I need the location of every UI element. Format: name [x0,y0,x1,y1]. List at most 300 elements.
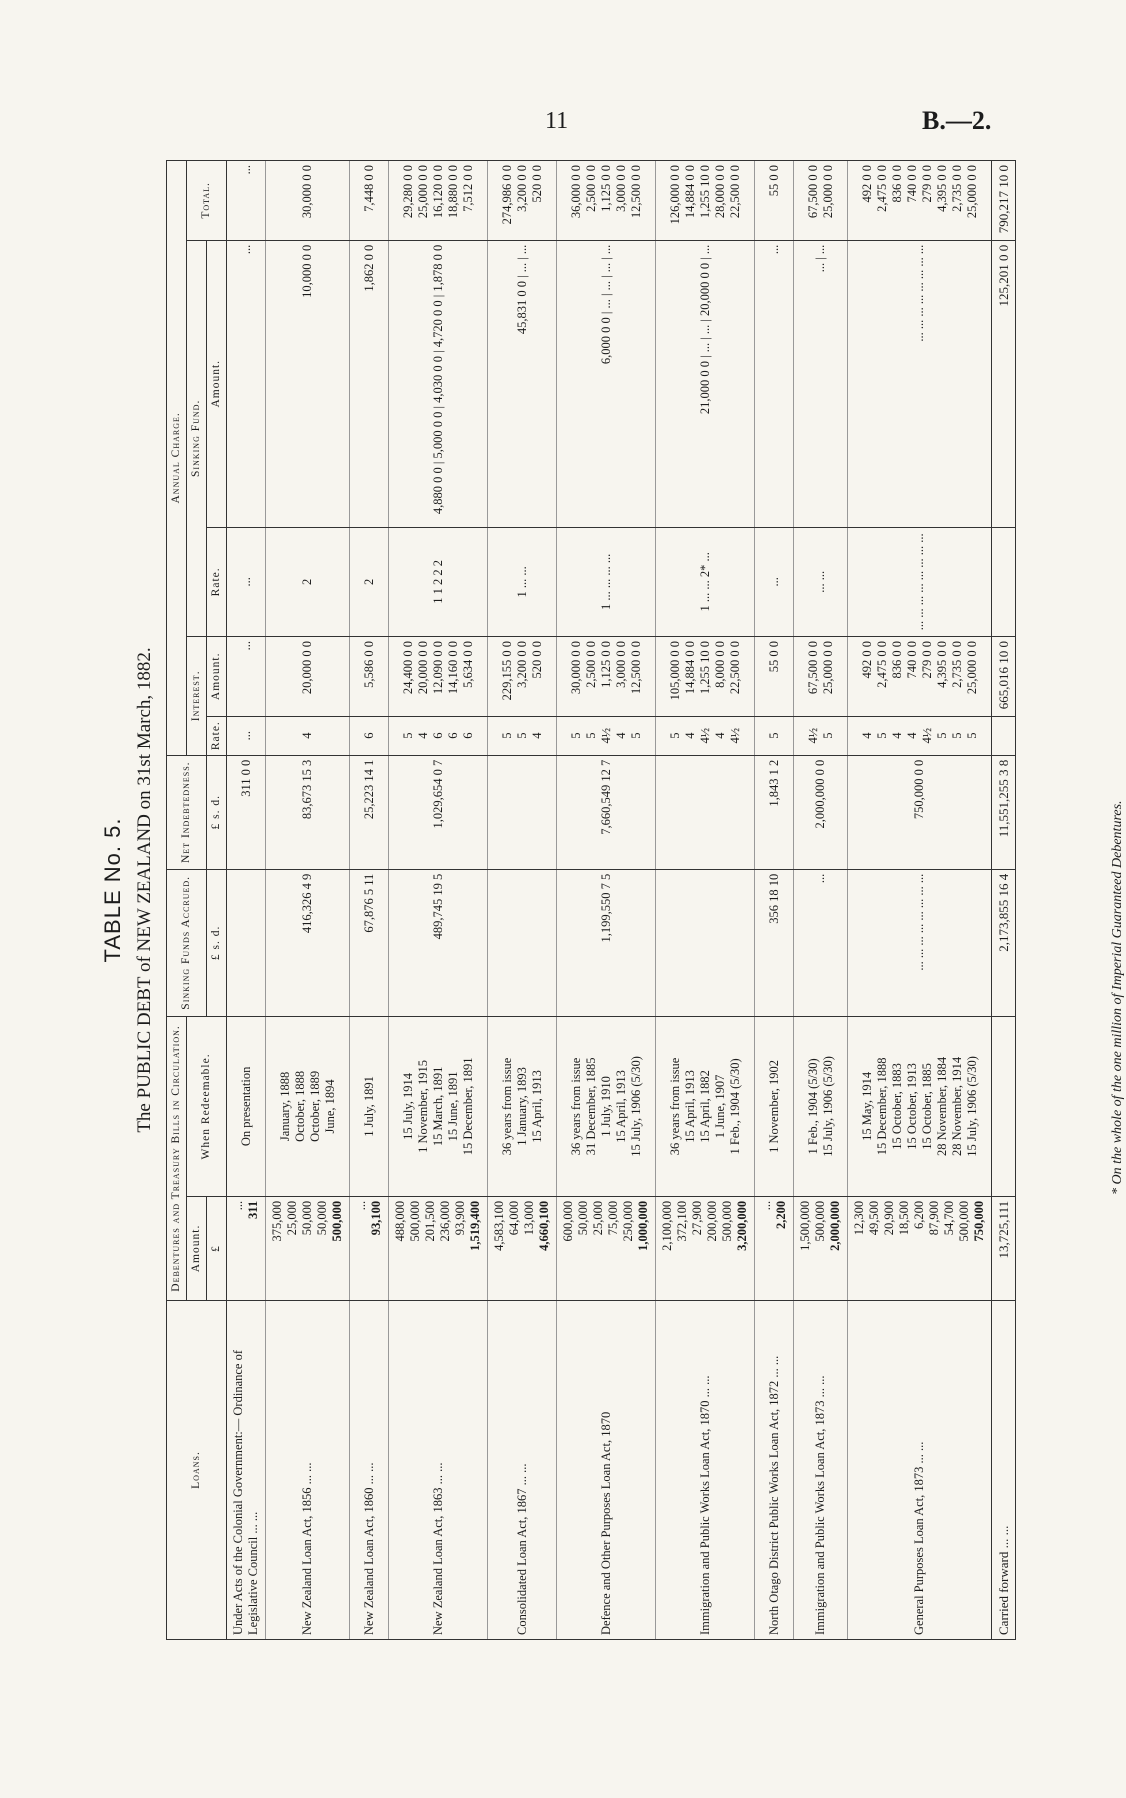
annual-total [389,161,488,241]
interest-rates-line: 5 [583,732,598,739]
interest-amounts-line: 492 0 0 [859,640,874,679]
interest-rates-line: 4½ [805,727,820,744]
annual-total-line: 30,000 0 0 [300,165,314,219]
net-indebtedness: 25,223 14 1 [350,755,389,869]
header-interest-amount: Amount. [207,636,227,716]
amount-subtotal: 3,200,000 [735,1200,749,1251]
loan-name: Immigration and Public Works Loan Act, 1873 ... ... [794,1301,848,1640]
annual-total-line: 4,395 0 0 [934,165,949,212]
interest-amounts-line: 14,160 0 0 [445,640,460,695]
redeemable-dates-line: 15 April, 1913 [613,1070,628,1143]
amounts-line: 250,000 [621,1200,635,1242]
sinking-fund-amount: 45,831 0 0 | ... | ... [488,240,557,527]
interest-amounts-line: 2,735 0 0 [949,640,964,688]
annual-total-line: 25,000 0 0 [415,165,430,219]
redeemable-dates [794,1016,848,1196]
interest-amounts-line: 25,000 0 0 [964,640,979,695]
amounts-line: ... [759,1200,773,1211]
amounts-line: 2,100,000 [660,1200,674,1251]
interest-rates [266,716,350,755]
redeemable-dates-line: 15 June, 1891 [445,1071,460,1142]
annual-total [656,161,755,241]
sinking-fund-rate: ... ... ... ... ... ... ... ... [848,527,992,636]
redeemable-dates-line: 1 November, 1902 [766,1059,781,1153]
annual-total-line: 3,200 0 0 [514,165,529,212]
annual-total [848,161,992,241]
amount-subtotal: 500,000 [330,1200,344,1242]
header-sinking-funds: Sinking Funds Accrued. [167,869,207,1016]
amounts-line: 13,000 [522,1200,536,1236]
amount-subtotal: 1,519,400 [468,1200,482,1251]
interest-rates-line: 5 [874,732,889,739]
annual-total-line: 1,255 10 0 [697,165,712,219]
sinking-fund-amount: 4,880 0 0 | 5,000 0 0 | 4,030 0 0 | 4,720 0 0 | 1,878 0 0 [389,240,488,527]
carried-forward-sf-amount: 125,201 0 0 [992,240,1016,527]
table-row [557,161,656,1640]
unit-pound: £ [207,1196,227,1300]
interest-rates-line: 5 [766,732,781,739]
interest-amounts [656,636,755,716]
sinking-fund-amount: ... [755,240,794,527]
page-number: 11 [545,108,569,134]
interest-amounts-line: 8,000 0 0 [712,640,727,688]
redeemable-dates [488,1016,557,1196]
header-interest: Interest. [187,636,207,755]
loan-name: General Purposes Loan Act, 1873 ... ... [848,1301,992,1640]
header-debentures: Debentures and Treasury Bills in Circulation. [167,1016,187,1300]
amounts-line: 4,583,100 [492,1200,506,1251]
table-row [488,161,557,1640]
interest-amounts-line: 14,884 0 0 [682,640,697,695]
loan-name: Consolidated Loan Act, 1867 ... ... [488,1301,557,1640]
interest-rates [350,716,389,755]
carried-forward-sinking: 2,173,855 16 4 [992,869,1016,1016]
table-row [755,161,794,1640]
net-indebtedness: 311 0 0 [227,755,266,869]
redeemable-dates-line: 15 October, 1885 [919,1063,934,1150]
interest-rates-line: 4½ [697,727,712,744]
annual-total-line: 7,448 0 0 [361,165,376,212]
interest-amounts-line: 22,500 0 0 [727,640,742,695]
amount-subtotal: 4,660,100 [537,1200,551,1251]
amounts-line: 12,300 [852,1200,866,1236]
redeemable-dates [266,1016,350,1196]
sinking-fund-amount: 1,862 0 0 [350,240,389,527]
redeemable-dates-line: 15 July, 1906 (5/30) [820,1056,835,1157]
sinking-funds-accrued: 356 18 10 [755,869,794,1016]
interest-rates-line: 5 [934,732,949,739]
unit-lsd: £ s. d. [207,869,227,1016]
amounts-line: 236,000 [438,1200,452,1242]
header-sf-amount: Amount. [207,240,227,527]
amounts-line: 375,000 [270,1200,284,1242]
interest-rates-line: 5 [514,732,529,739]
redeemable-dates-line: 15 July, 1906 (5/30) [964,1056,979,1157]
redeemable-dates-line: 1 Feb., 1904 (5/30) [727,1058,742,1155]
redeemable-dates-line: 15 October, 1883 [889,1063,904,1150]
redeemable-dates [656,1016,755,1196]
interest-rates [557,716,656,755]
annual-total [557,161,656,241]
redeemable-dates [848,1016,992,1196]
interest-amounts-line: ... [238,640,253,651]
header-rate: Rate. [207,716,227,755]
amounts-line: 200,000 [705,1200,719,1242]
interest-rates [227,716,266,755]
amounts-line: 488,000 [393,1200,407,1242]
amounts-line: 27,900 [690,1200,704,1236]
table-row [656,161,755,1640]
interest-rates-line: 4 [613,732,628,739]
net-indebtedness: 2,000,000 0 0 [794,755,848,869]
sinking-funds-accrued: ... ... ... ... ... ... ... ... [848,869,992,1016]
sinking-fund-rate: 2 [266,527,350,636]
redeemable-dates-line: 1 July, 1891 [361,1076,376,1137]
net-indebtedness: 750,000 0 0 [848,755,992,869]
interest-rates-line: 4 [859,732,874,739]
interest-amounts-line: 3,000 0 0 [613,640,628,688]
amounts-line: 500,000 [408,1200,422,1242]
interest-amounts-line: 5,586 0 0 [361,640,376,688]
interest-rates-line: 6 [361,732,376,739]
amounts-line: 50,000 [300,1200,314,1236]
sinking-fund-rate: 2 [350,527,389,636]
amounts [656,1196,755,1300]
footnote: * On the whole of the one million of Imperial Guaranteed Debentures. [1110,800,1125,1195]
net-indebtedness: 1,843 1 2 [755,755,794,869]
annual-total-line: 22,500 0 0 [727,165,742,219]
redeemable-dates-line: 15 March, 1891 [430,1066,445,1147]
sinking-funds-accrued [656,869,755,1016]
amounts [266,1196,350,1300]
table-subtitle: The PUBLIC DEBT of NEW ZEALAND on 31st March, 1882. [134,647,155,1133]
amounts-line: 64,000 [507,1200,521,1236]
interest-rates-line: 5 [568,732,583,739]
redeemable-dates-line: 36 years from issue [667,1057,682,1156]
annual-total-line: 29,280 0 0 [400,165,415,219]
carried-forward-interest: 665,016 10 0 [992,636,1016,716]
sinking-funds-accrued: 67,876 5 11 [350,869,389,1016]
interest-rates-line: 4 [889,732,904,739]
interest-rates-line: 5 [499,732,514,739]
amounts-line: 49,500 [867,1200,881,1236]
amounts-line: 500,000 [957,1200,971,1242]
annual-total-line: 279 0 0 [919,165,934,203]
header-annual-charge: Annual Charge. [167,161,187,756]
interest-amounts-line: 2,475 0 0 [874,640,889,688]
interest-amounts-line: 67,500 0 0 [805,640,820,695]
interest-rates [794,716,848,755]
redeemable-dates [557,1016,656,1196]
interest-amounts-line: 836 0 0 [889,640,904,679]
carried-forward-row [992,161,1016,1640]
interest-amounts-line: 55 0 0 [766,640,781,673]
amount-subtotal: 93,100 [369,1200,383,1236]
amounts-line: ... [354,1200,368,1211]
interest-amounts [848,636,992,716]
redeemable-dates-line: 28 November, 1884 [934,1056,949,1156]
carried-forward-total: 790,217 10 0 [992,161,1016,241]
annual-total-line: 3,000 0 0 [613,165,628,212]
carried-forward-amount: 13,725,111 [992,1196,1016,1300]
amounts-line: 500,000 [813,1200,827,1242]
amounts [755,1196,794,1300]
interest-amounts-line: 3,200 0 0 [514,640,529,688]
redeemable-dates-line: 1 July, 1910 [598,1076,613,1137]
annual-total-line: 492 0 0 [859,165,874,203]
interest-rates-line: 6 [460,732,475,739]
annual-total-line: 25,000 0 0 [964,165,979,219]
annual-total [350,161,389,241]
sinking-fund-rate: 1 ... ... 2* ... [656,527,755,636]
sinking-fund-rate: ... ... [794,527,848,636]
interest-amounts-line: 229,155 0 0 [499,640,514,701]
header-loans: Loans. [167,1301,227,1640]
sinking-fund-rate: 1 ... ... [488,527,557,636]
loan-name: New Zealand Loan Act, 1863 ... ... [389,1301,488,1640]
amounts-line: ... [231,1200,245,1211]
interest-rates-line: 5 [628,732,643,739]
sinking-fund-rate: 1 ... ... ... ... [557,527,656,636]
loan-name: New Zealand Loan Act, 1856 ... ... [266,1301,350,1640]
sinking-funds-accrued: ... [794,869,848,1016]
sinking-fund-amount: ... ... ... ... ... ... ... ... [848,240,992,527]
interest-amounts-line: 20,000 0 0 [415,640,430,695]
redeemable-dates-line: 1 January, 1893 [514,1067,529,1146]
amounts-line: 18,500 [897,1200,911,1236]
interest-rates [656,716,755,755]
interest-amounts-line: 2,500 0 0 [583,640,598,688]
table-row [389,161,488,1640]
amounts-line: 25,000 [591,1200,605,1236]
interest-amounts-line: 12,500 0 0 [628,640,643,695]
header-net-indebtedness: Net Indebtedness. [167,755,207,869]
interest-rates-line: 5 [820,732,835,739]
sinking-funds-accrued [227,869,266,1016]
sinking-funds-accrued: 1,199,550 7 5 [557,869,656,1016]
interest-amounts [227,636,266,716]
amount-subtotal: 2,200 [774,1200,788,1230]
amounts [557,1196,656,1300]
net-indebtedness [488,755,557,869]
interest-rates-line: 4 [300,732,314,739]
redeemable-dates-line: 15 October, 1913 [904,1063,919,1150]
redeemable-dates [227,1016,266,1196]
interest-rates-line: 5 [964,732,979,739]
redeemable-dates [350,1016,389,1196]
table-row [266,161,350,1640]
interest-amounts [266,636,350,716]
amounts [350,1196,389,1300]
redeemable-dates [755,1016,794,1196]
annual-total [794,161,848,241]
interest-amounts-line: 30,000 0 0 [568,640,583,695]
redeemable-dates-line: 31 December, 1885 [583,1057,598,1156]
amounts-line: 50,000 [576,1200,590,1236]
annual-total [227,161,266,241]
redeemable-dates-line: June, 1894 [322,1079,337,1134]
rotated-table-sheet [70,115,1125,1665]
redeemable-dates-line: 1 June, 1907 [712,1074,727,1139]
annual-total-line: 274,986 0 0 [499,165,514,225]
redeemable-dates-line: October, 1888 [292,1070,307,1142]
interest-amounts [350,636,389,716]
annual-total-line: 55 0 0 [766,165,781,197]
amounts-line: 75,000 [606,1200,620,1236]
redeemable-dates-line: On presentation [238,1066,253,1147]
interest-amounts-line: 520 0 0 [529,640,544,679]
annual-total-line: 2,475 0 0 [874,165,889,212]
interest-amounts [557,636,656,716]
annual-total-line: 67,500 0 0 [805,165,820,219]
unit-lsd: £ s. d. [207,755,227,869]
interest-rates-line: 4 [415,732,430,739]
interest-amounts-line: 105,000 0 0 [667,640,682,701]
annual-total [755,161,794,241]
interest-rates-line: 4½ [598,727,613,744]
redeemable-dates-line: 15 December, 1891 [460,1057,475,1156]
table-row [794,161,848,1640]
annual-total-line: 2,500 0 0 [583,165,598,212]
amounts [488,1196,557,1300]
interest-rates-line: 4 [529,732,544,739]
annual-total-line: ... [238,165,253,175]
annual-total-line: 7,512 0 0 [460,165,475,212]
page-code: B.—2. [922,106,992,135]
annual-total-line: 28,000 0 0 [712,165,727,219]
header-amount: Amount. [187,1196,207,1300]
interest-amounts-line: 740 0 0 [904,640,919,679]
redeemable-dates-line: 1 Feb., 1904 (5/30) [805,1058,820,1155]
annual-total-line: 126,000 0 0 [667,165,682,225]
amounts [389,1196,488,1300]
net-indebtedness: 83,673 15 3 [266,755,350,869]
sinking-funds-accrued: 489,745 19 5 [389,869,488,1016]
interest-amounts [488,636,557,716]
loan-name: New Zealand Loan Act, 1860 ... ... [350,1301,389,1640]
annual-total-line: 740 0 0 [904,165,919,203]
redeemable-dates-line: 36 years from issue [568,1057,583,1156]
redeemable-dates-line: 15 April, 1882 [697,1070,712,1143]
table-row [848,161,992,1640]
interest-amounts-line: 25,000 0 0 [820,640,835,695]
redeemable-dates-line: 1 November, 1915 [415,1059,430,1153]
amounts [848,1196,992,1300]
amounts-line: 500,000 [720,1200,734,1242]
carried-forward-net: 11,551,255 3 8 [992,755,1016,869]
sinking-funds-accrued: 416,326 4 9 [266,869,350,1016]
interest-amounts-line: 24,400 0 0 [400,640,415,695]
public-debt-table [166,160,1016,1640]
sinking-funds-accrued [488,869,557,1016]
amount-subtotal: 2,000,000 [828,1200,842,1251]
interest-rates [848,716,992,755]
sinking-fund-amount: ... [227,240,266,527]
interest-rates-line: 5 [667,732,682,739]
redeemable-dates-line: 28 November, 1914 [949,1056,964,1156]
sinking-fund-amount: ... | ... [794,240,848,527]
annual-total-line: 14,884 0 0 [682,165,697,219]
sinking-fund-rate: ... [227,527,266,636]
amount-subtotal: 750,000 [972,1200,986,1242]
interest-amounts [794,636,848,716]
header-sf-rate: Rate. [207,527,227,636]
annual-total-line: 25,000 0 0 [820,165,835,219]
redeemable-dates-line: January, 1888 [277,1071,292,1142]
loan-name: North Otago District Public Works Loan Act, 1872 ... ... [755,1301,794,1640]
redeemable-dates-line: 15 July, 1914 [400,1072,415,1140]
annual-total-line: 18,880 0 0 [445,165,460,219]
annual-total-line: 1,125 0 0 [598,165,613,212]
interest-amounts-line: 20,000 0 0 [300,640,314,695]
sinking-fund-rate: ... [755,527,794,636]
annual-total-line: 836 0 0 [889,165,904,203]
table-row [350,161,389,1640]
loan-name: Defence and Other Purposes Loan Act, 1870 [557,1301,656,1640]
net-indebtedness: 1,029,654 0 7 [389,755,488,869]
redeemable-dates-line: 15 April, 1913 [529,1070,544,1143]
interest-rates-line: 4½ [919,727,934,744]
interest-amounts-line: 279 0 0 [919,640,934,679]
interest-rates-line: 6 [445,732,460,739]
redeemable-dates-line: 36 years from issue [499,1057,514,1156]
sinking-fund-amount: 6,000 0 0 | ... | ... | ... | ... [557,240,656,527]
amounts-line: 372,100 [675,1200,689,1242]
amounts-line: 20,900 [882,1200,896,1236]
amounts [227,1196,266,1300]
amounts-line: 6,200 [912,1200,926,1230]
interest-rates-line: 6 [430,732,445,739]
interest-amounts-line: 1,125 0 0 [598,640,613,688]
header-total: Total. [187,161,227,241]
interest-rates-line: ... [238,730,253,741]
net-indebtedness [656,755,755,869]
amounts-line: 93,900 [453,1200,467,1236]
interest-amounts-line: 12,090 0 0 [430,640,445,695]
amounts [794,1196,848,1300]
redeemable-dates [389,1016,488,1196]
interest-amounts-line: 4,395 0 0 [934,640,949,688]
interest-amounts [389,636,488,716]
annual-total-line: 12,500 0 0 [628,165,643,219]
interest-rates-line: 4 [904,732,919,739]
net-indebtedness: 7,660,549 12 7 [557,755,656,869]
annual-total [488,161,557,241]
table-row [227,161,266,1640]
header-when-redeemable: When Redeemable. [187,1016,227,1196]
interest-amounts-line: 1,255 10 0 [697,640,712,695]
interest-rates [389,716,488,755]
amounts-line: 600,000 [561,1200,575,1242]
sinking-fund-amount: 21,000 0 0 | ... | ... | 20,000 0 0 | ... [656,240,755,527]
annual-total-line: 520 0 0 [529,165,544,203]
amounts-line: 50,000 [315,1200,329,1236]
annual-total-line: 36,000 0 0 [568,165,583,219]
redeemable-dates-line: 15 July, 1906 (5/30) [628,1056,643,1157]
sinking-fund-rate: 1 1 2 2 2 [389,527,488,636]
interest-rates-line: 5 [949,732,964,739]
amounts-line: 201,500 [423,1200,437,1242]
loan-name: Under Acts of the Colonial Government:— Ordinance of Legislative Council ... ... [227,1301,266,1640]
amounts-line: 1,500,000 [798,1200,812,1251]
redeemable-dates-line: 15 December, 1888 [874,1057,889,1156]
redeemable-dates-line: October, 1889 [307,1070,322,1142]
table-title: TABLE No. 5. [100,817,125,963]
redeemable-dates-line: 15 April, 1913 [682,1070,697,1143]
redeemable-dates-line: 15 May, 1914 [859,1071,874,1141]
interest-rates-line: 4 [712,732,727,739]
header-sinking-fund: Sinking Fund. [187,240,207,636]
